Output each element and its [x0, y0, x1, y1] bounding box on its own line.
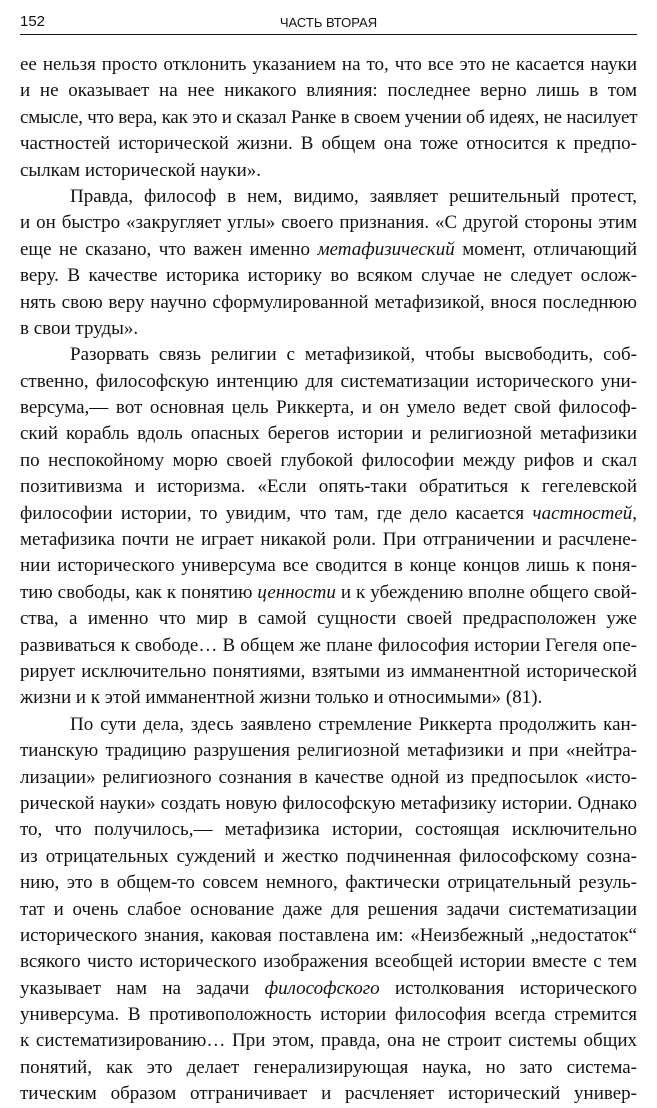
section-title: ЧАСТЬ ВТОРАЯ	[279, 15, 378, 30]
line-text: исторического знания, каковая поставлена им: «Неизбежный „недостаток“	[20, 924, 637, 946]
text-line	[20, 606, 637, 632]
line-text: нии исторического универсума все сводится в конце концов лишь к поня-	[20, 555, 637, 577]
line-text: смысле, что вера, как это и сказал Ранке в своем учении об идеях, не насилует	[20, 106, 638, 128]
line-text: версума,— вот основная цель Риккерта, и он умело ведет свой философ-	[20, 397, 637, 419]
line-text: позитивизма и историзма. «Если опять-таки обратиться к гегелевской	[20, 476, 637, 498]
line-text: всякого чисто исторического изображения всеобщей истории вместе с тем	[20, 951, 637, 973]
text-line	[20, 501, 637, 527]
running-header	[20, 12, 637, 35]
line-text: ее нельзя просто отклонить указанием на то, что все это не касается науки	[20, 54, 637, 75]
text-line	[20, 1002, 637, 1028]
text-line	[20, 659, 637, 685]
line-text: По сути дела, здесь заявлено стремление Риккерта продолжить кан-	[70, 713, 637, 735]
text-line	[20, 738, 637, 764]
page-number: 152	[20, 13, 46, 30]
line-text: рирует исключительно понятиями, взятыми из имманентной исторической	[20, 660, 637, 682]
text-line	[20, 791, 637, 817]
text-line	[20, 765, 637, 791]
line-text: ский корабль вдоль опасных берегов истории и религиозной метафизики	[20, 423, 637, 445]
text-line	[20, 105, 637, 131]
line-text: лизации» религиозного сознания в качестве одной из предпосылок «исто-	[20, 766, 637, 788]
line-text: в свои труды».	[20, 317, 139, 339]
line-text: еще не сказано, что важен именно	[20, 238, 318, 260]
emphasized-term: философского	[264, 977, 380, 999]
line-text: понятий, как это делает генерализирующая наука, но зато система-	[20, 1056, 637, 1078]
text-line	[20, 237, 637, 263]
text-line	[20, 316, 637, 342]
text-line	[20, 817, 637, 843]
line-text: ства, а именно что мир в самой сущности своей предрасположен уже	[20, 608, 637, 630]
text-line	[20, 369, 637, 395]
line-text: Правда, философ в нем, видимо, заявляет решительный протест,	[70, 185, 637, 207]
text-line	[20, 474, 637, 500]
text-line	[20, 158, 637, 184]
line-text: универсума. В противоположность истории философия всегда стремится	[20, 1004, 637, 1026]
line-text: нию, это в общем-то совсем немного, фактически отрицательный резуль-	[20, 872, 637, 894]
line-text: тат и очень слабое основание даже для решения задачи систематизации	[20, 898, 637, 920]
emphasized-term: метафизический	[317, 238, 455, 260]
line-text: истолкования исторического	[379, 977, 638, 999]
line-text: по неспокойному морю своей глубокой философии между рифов и скал	[20, 449, 637, 471]
line-text: жизни и к этой имманентной жизни только и относимыми» (81).	[20, 687, 543, 709]
line-text: момент, отличающий	[454, 238, 637, 260]
text-line	[20, 685, 637, 711]
text-line	[20, 421, 637, 447]
line-text: частностей исторической жизни. В общем она тоже относится к предпо-	[20, 133, 637, 155]
text-line	[20, 210, 637, 236]
line-text: указывает нам на задачи	[20, 977, 265, 999]
line-text: ,	[632, 502, 637, 524]
text-line	[20, 897, 637, 923]
text-line	[20, 949, 637, 975]
text-line	[20, 553, 637, 579]
text-line	[20, 263, 637, 289]
line-text: метафизика почти не играет никакой роли. При отграничении и расчлене-	[20, 529, 637, 551]
text-line	[20, 395, 637, 421]
text-line	[20, 844, 637, 870]
line-text: и он быстро «закругляет углы» своего признания. «С другой стороны этим	[20, 212, 637, 234]
line-text: рической науки» создать новую философскую метафизику истории. Однако	[20, 792, 637, 814]
line-text: тическим образом отграничивает и расчленяет исторический универ-	[20, 1083, 637, 1105]
text-line	[20, 633, 637, 659]
text-line	[20, 290, 637, 316]
line-text: тию свободы, как к понятию	[20, 581, 258, 603]
line-text: сылкам исторической науки».	[20, 159, 262, 181]
text-line	[20, 527, 637, 553]
line-text: то, что получилось,— метафизика истории, состоящая исключительно	[20, 819, 637, 841]
text-line	[20, 976, 637, 1002]
text-line	[20, 870, 637, 896]
line-text: и к убеждению вполне общего свой-	[335, 581, 638, 603]
text-line	[20, 580, 637, 606]
line-text: и не оказывает на нее никакого влияния: последнее верно лишь в том	[20, 80, 637, 102]
line-text: философии истории, то увидим, что там, где дело касается	[20, 502, 533, 524]
text-line	[20, 1028, 637, 1054]
text-line	[20, 1055, 637, 1081]
emphasized-term: ценности	[257, 581, 336, 603]
text-line	[20, 923, 637, 949]
text-line	[20, 52, 637, 78]
text-line	[20, 78, 637, 104]
line-text: к систематизированию… При этом, правда, она не строит системы общих	[20, 1030, 637, 1052]
line-text: ственно, философскую интенцию для систематизации исторического уни-	[20, 370, 637, 392]
line-text: тианскую традицию разрушения религиозной метафизики и при «нейтра-	[20, 740, 637, 762]
line-text: развиваться к свободе… В общем же плане философия истории Гегеля опе-	[20, 634, 637, 656]
line-text: Разорвать связь религии с метафизикой, чтобы высвободить, соб-	[70, 344, 637, 366]
line-text: из отрицательных суждений и жестко подчиненная философскому созна-	[20, 845, 637, 867]
text-line	[20, 1081, 637, 1107]
line-text: нять свою веру научно сформулированной метафизикой, внося последнюю	[20, 291, 637, 313]
text-line	[20, 131, 637, 157]
body-text	[20, 52, 637, 1108]
text-line	[20, 184, 637, 210]
text-line	[20, 712, 637, 738]
emphasized-term: частностей	[532, 502, 633, 524]
line-text: веру. В качестве историка историку во всяком случае не следует ослож-	[20, 265, 637, 287]
text-line	[20, 448, 637, 474]
text-line	[20, 342, 637, 368]
